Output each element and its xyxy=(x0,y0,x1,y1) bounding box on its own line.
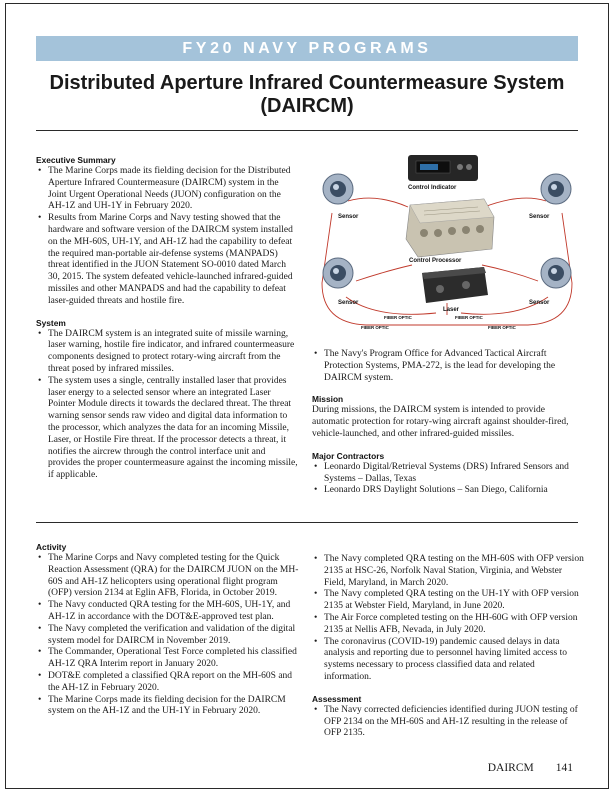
fiber-optic-label: FIBER OPTIC xyxy=(455,315,483,320)
list-item: • The Commander, Operational Test Force completed his classified AH-1Z QRA Interim report in January 2020. xyxy=(36,647,302,671)
list-item: • Results from Marine Corps and Navy testing showed that the hardware and software version of the DAIRCM system installed on the MH-60S, UH-1Y, and AH-1Z had the capability to defeat the required man-portable air-defense systems (MANPADS) threat identified in the JUON Statement SO-0010 dated March 30, 2015. The system defeated vehicle-launched infrared-guided missiles and other MANPADS and had the capability to defeat laser-guided threats and hostile fire. xyxy=(36,213,298,307)
list-item: • The Navy completed QRA testing on the UH-1Y with OFP version 2135 at Webster Field, Maryland, in June 2020. xyxy=(312,589,584,613)
list-item: • The Navy's Program Office for Advanced Tactical Aircraft Protection Systems, PMA-272, is the lead for developing the DAIRCM system. xyxy=(312,349,584,384)
sensor-label: Sensor xyxy=(338,214,359,220)
assessment-heading: Assessment xyxy=(312,693,362,704)
footer-section-name: DAIRCM xyxy=(487,762,534,774)
page-footer xyxy=(488,762,573,774)
system-list-continued xyxy=(312,349,584,384)
major-contractors-heading: Major Contractors xyxy=(312,450,385,461)
mission-heading: Mission xyxy=(312,394,344,405)
list-item: • Leonardo Digital/Retrieval Systems (DRS) Infrared Sensors and Systems – Dallas, Texas xyxy=(312,462,584,486)
right-column xyxy=(312,349,584,497)
list-item: • The Air Force completed testing on the HH-60G with OFP version 2135 at Nellis AFB, Nevada, in July 2020. xyxy=(312,613,584,637)
control-indicator-unit xyxy=(408,155,478,181)
page-title: Distributed Aperture Infrared Countermeasure System (DAIRCM) xyxy=(49,72,565,117)
list-item: • The Navy corrected deficiencies identified during JUON testing of OFP 2134 on the MH-60S and AH-1Z resulting in the release of OFP 2135. xyxy=(312,705,584,740)
activity-left-column xyxy=(36,542,302,718)
system-list xyxy=(36,329,298,482)
sensor-unit-top-right xyxy=(541,174,571,204)
system-heading: System xyxy=(36,317,66,328)
program-banner: FY20 NAVY PROGRAMS xyxy=(36,36,578,61)
section-divider xyxy=(36,522,578,523)
activity-list xyxy=(36,553,302,718)
list-item: • The Marine Corps made its fielding decision for the DAIRCM system on the AH-1Z and the UH-1Y in February 2020. xyxy=(36,695,302,719)
list-item: • DOT&E completed a classified QRA report on the MH-60S and the AH-1Z in February 2020. xyxy=(36,671,302,695)
control-indicator-label: Control Indicator xyxy=(408,185,457,191)
daircm-system-diagram xyxy=(316,153,578,333)
list-item: • The Navy completed the verification and validation of the digital system model for DAIRCM in November 2019. xyxy=(36,624,302,648)
executive-summary-list xyxy=(36,166,298,308)
left-column xyxy=(36,155,298,482)
list-item: • Leonardo DRS Daylight Solutions – San Diego, California xyxy=(312,485,584,497)
list-item: • The Navy conducted QRA testing for the MH-60S, UH-1Y, and AH-1Z in accordance with the DOT&E-approved test plan. xyxy=(36,600,302,624)
sensor-unit-bottom-right xyxy=(541,258,571,288)
list-item: • The coronavirus (COVID-19) pandemic caused delays in data analysis and reporting due to personnel having limited access to systems necessary to process classified data and related information. xyxy=(312,637,584,684)
title-divider xyxy=(36,130,578,131)
list-item: • The system uses a single, centrally installed laser that provides laser energy to a selected sensor where an integrated Laser Pointer Module directs it towards the declared threat. The threat warning sensor sends raw video and digital data information to the processor, which analyzes the data for an incoming Missile, Laser, or Hostile Fire threat. If the processor detects a threat, it notifies the aircrew through the control interface unit and provides the proper countermeasure against the incoming missile, if applicable. xyxy=(36,376,298,482)
sensor-unit-top-left xyxy=(323,174,353,204)
control-processor-unit xyxy=(406,199,494,257)
executive-summary-heading: Executive Summary xyxy=(36,155,116,165)
activity-right-column xyxy=(312,554,584,740)
fiber-optic-label: FIBER OPTIC xyxy=(361,325,389,330)
page-number: 141 xyxy=(555,762,573,774)
mission-text: During missions, the DAIRCM system is intended to provide automatic protection for rotary-wing aircraft against shoulder-fired, vehicle-launched, and other infrared-guided missiles. xyxy=(312,405,569,439)
contractors-list xyxy=(312,462,584,497)
activity-list-continued xyxy=(312,554,584,684)
fiber-optic-label: FIBER OPTIC xyxy=(488,325,516,330)
sensor-label: Sensor xyxy=(529,300,550,306)
list-item: • The Marine Corps and Navy completed testing for the Quick Reaction Assessment (QRA) for the DAIRCM JUON on the MH-60S and AH-1Z helicopters using operational flight program (OFP) version 2134 at Eglin AFB, Florida, in October 2019. xyxy=(36,553,302,600)
assessment-list xyxy=(312,705,584,740)
list-item: • The DAIRCM system is an integrated suite of missile warning, laser warning, hostile fire indicator, and infrared countermeasure components designed to protect rotary-wing aircraft from the threat posed by infrared missiles. xyxy=(36,329,298,376)
sensor-label: Sensor xyxy=(529,214,550,220)
fiber-optic-label: FIBER OPTIC xyxy=(384,315,412,320)
laser-unit xyxy=(422,267,488,303)
list-item: • The Navy completed QRA testing on the MH-60S with OFP version 2135 at HSC-26, Norfolk Naval Station, Virginia, and Webster Field, Maryland, in March 2020. xyxy=(312,554,584,589)
sensor-label: Sensor xyxy=(338,300,359,306)
laser-label: Laser xyxy=(443,307,460,313)
activity-heading: Activity xyxy=(36,542,67,552)
sensor-unit-bottom-left xyxy=(323,258,353,288)
control-processor-label: Control Processor xyxy=(409,258,462,264)
list-item: • The Marine Corps made its fielding decision for the Distributed Aperture Infrared Countermeasure (DAIRCM) system in the Joint Urgent Operational Needs (JUON) configuration on the AH-1Z and UH-1Y in February 2020. xyxy=(36,166,298,213)
